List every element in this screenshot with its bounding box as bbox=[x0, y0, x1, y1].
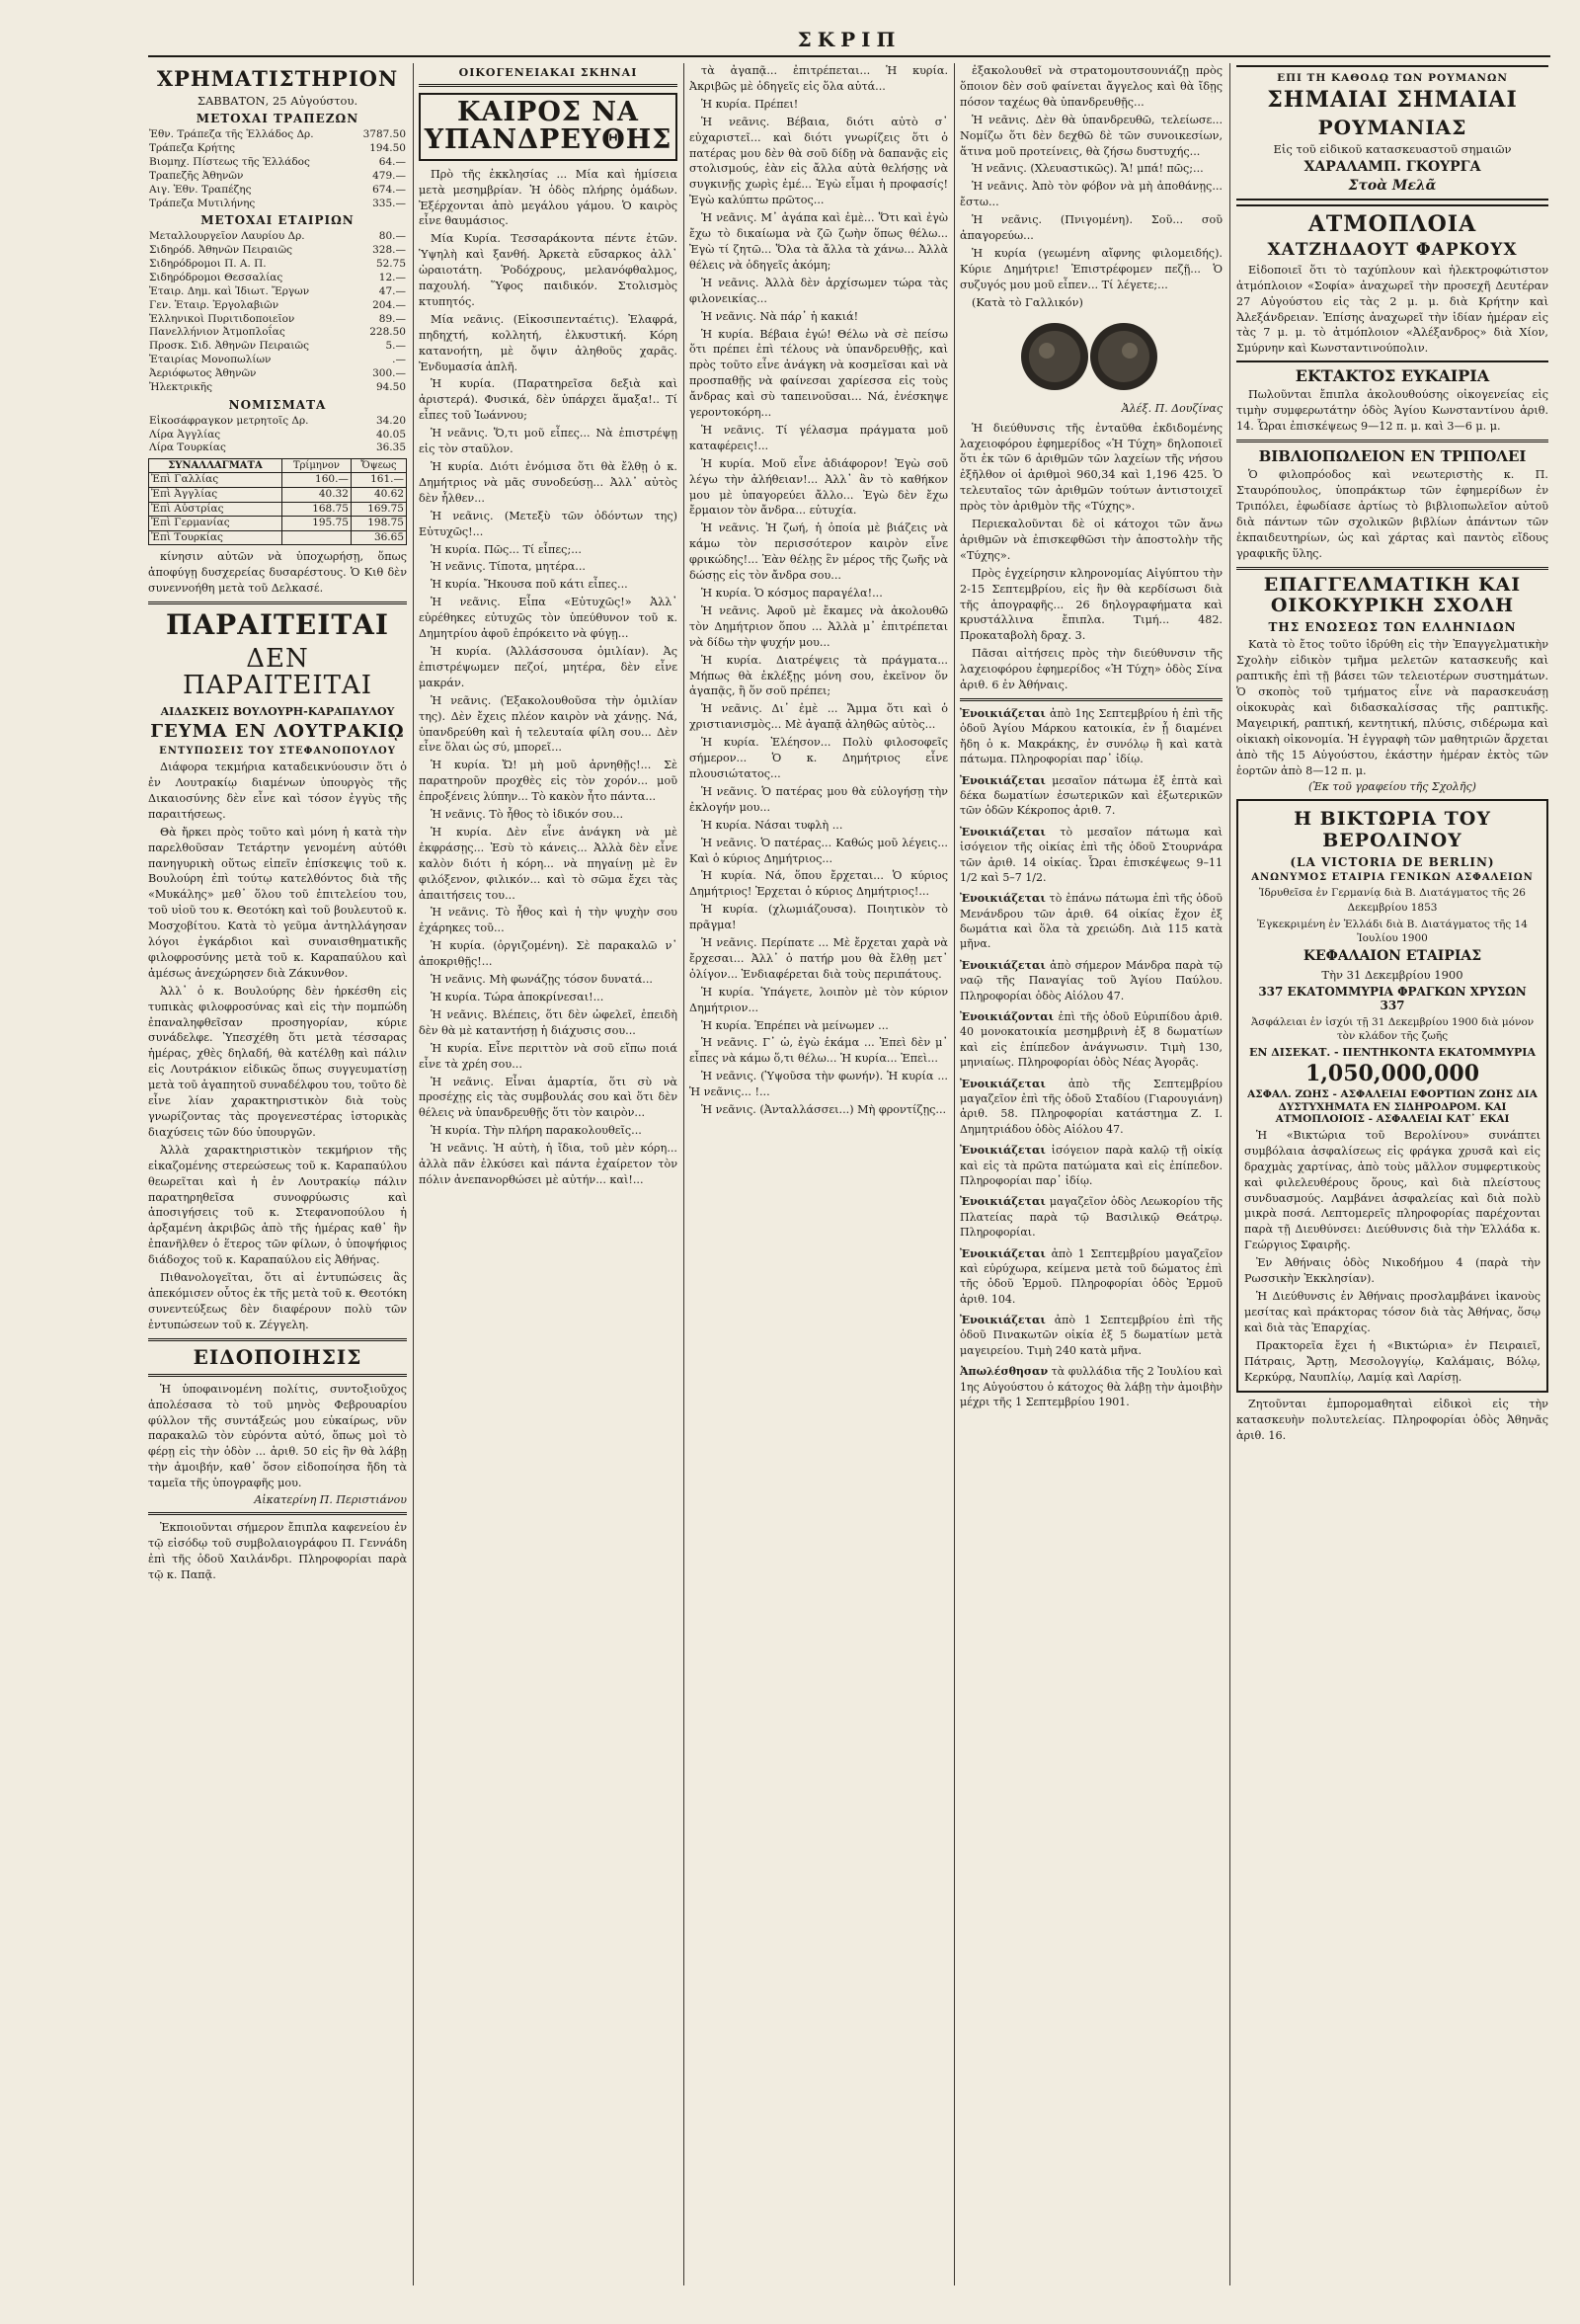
classified-ad bbox=[960, 1246, 1223, 1308]
school-subtitle: ΤΗΣ ΕΝΩΣΕΩΣ ΤΩΝ ΕΛΛΗΝΙΔΩΝ bbox=[1268, 620, 1517, 635]
paragraph: Ἡ νεᾶνις. Ὁ πατέρας μου θὰ εὐλογήσῃ τὴν ἐκλογήν μου... bbox=[689, 784, 948, 814]
quote-name: Σιδηρόδρομοι Θεσσαλίας bbox=[149, 271, 283, 283]
paragraph: Ἡ νεᾶνις. (Ἐξακολουθοῦσα τὴν ὁμιλίαν της). Δὲν ἔχεις πλέον καιρὸν νὰ χάνῃς. Νά, ὑπανδρεύθη καὶ ἡ τελευταία φίλη σου... Δὲν εἶνε ὅλαι ὡς σύ, μπορεῖ... bbox=[419, 693, 677, 755]
quote-value: 12.— bbox=[378, 271, 406, 283]
banks-table bbox=[148, 128, 407, 210]
quote-name: Πανελλήνιον Ἀτμοπλοΐας bbox=[149, 326, 285, 339]
paragraph: Περιεκαλοῦνται δὲ οἱ κάτοχοι τῶν ἄνω ἀριθμῶν νὰ ἐπισκεφθῶσι τὴν ἀποστολὴν τῆς «Τύχης». bbox=[960, 518, 1223, 562]
headline-paraiteitai: ΠΑΡΑΙΤΕΙΤΑΙ bbox=[166, 608, 389, 642]
quote-value: 328.— bbox=[372, 244, 406, 257]
divider bbox=[148, 601, 407, 604]
victoria-registered: Ἐγκεκριμένη ἐν Ἑλλάδι διὰ Β. Διατάγματος τῆς 14 Ἰουλίου 1900 bbox=[1257, 918, 1528, 945]
currency-heading: ΝΟΜΙΣΜΑΤΑ bbox=[228, 397, 327, 412]
paragraph: Ἡ κυρία. Διότι ἐνόμισα ὅτι θὰ ἔλθῃ ὁ κ. Δημήτριος νὰ μᾶς συνοδεύσῃ... Ἀλλ᾽ αὐτὸς δὲν ἦλθεν... bbox=[419, 460, 677, 505]
quote-name: Ἑταιρ. Δημ. καὶ Ἰδιωτ. Ἔργων bbox=[149, 284, 310, 297]
quote-name: Ἐθν. Τράπεζα τῆς Ἑλλάδος Δρ. bbox=[149, 128, 314, 141]
classified-ad bbox=[960, 825, 1223, 886]
capital-total: 1,050,000,000 bbox=[1304, 1061, 1480, 1087]
capital-heading: ΚΕΦΑΛΑΙΟΝ ΕΤΑΙΡΙΑΣ bbox=[1303, 947, 1482, 964]
paragraph: Ἡ κυρία. (Παρατηρεῖσα δεξιὰ καὶ ἀριστερά). Φυσικά, δὲν ὑπάρχει ἅμαξα!.. Τί εἶπες τοῦ Ἰωάννου; bbox=[419, 377, 677, 423]
quote-value: 47.— bbox=[378, 284, 406, 297]
exchange-cell: 36.65 bbox=[351, 530, 406, 545]
paragraph: Ἡ νεᾶνις. Ἀλλὰ δὲν ἀρχίσωμεν τώρα τὰς φιλονεικίας... bbox=[689, 276, 948, 305]
continued-text: κίνησιν αὐτῶν νὰ ὑποχωρήσῃ, ὅπως ἀποφύγῃ δυσχερείας δυσαρέστους. Ὁ Κιθ δὲν συνεννοήθη μετὰ τοῦ Δελκασέ. bbox=[148, 550, 407, 596]
quote-row bbox=[148, 354, 407, 367]
coin-caption: Ἀλέξ. Π. Δουζίνας bbox=[1121, 401, 1223, 415]
quote-name: Εἰκοσάφραγκον μετρητοῖς Δρ. bbox=[149, 414, 309, 427]
paragraph: Ἡ νεᾶνις. Ὁ πατέρας... Καθώς μοῦ λέγεις... Καὶ ὁ κύριος Δημήτριος... bbox=[689, 836, 948, 865]
quote-name: Τράπεζα Μυτιλήνης bbox=[149, 197, 256, 209]
quote-value: 194.50 bbox=[369, 142, 406, 155]
ad-text: μεσαῖον πάτωμα ἐξ ἑπτὰ καὶ δέκα δωματίων ἐσωτερικῶν καὶ ἐξωτερικῶν τῶν ὁδῶν Κέκροπος ἀριθ. 7. bbox=[960, 773, 1223, 818]
victoria-agencies: Πρακτορεῖα ἔχει ἡ «Βικτώρια» ἐν Πειραιεῖ, Πάτραις, Ἄρτῃ, Μεσολογγίῳ, Καλάμαις, Βόλῳ, Κερκύρᾳ, Ναυπλίῳ, Λαμίᾳ καὶ Λαρίσῃ. bbox=[1244, 1338, 1540, 1384]
flags-kicker: ΕΠΙ ΤΗ ΚΑΘΟΔῼ ΤΩΝ ΡΟΥΜΑΝΩΝ bbox=[1277, 72, 1508, 84]
quote-name: Σιδηρόδ. Ἀθηνῶν Πειραιῶς bbox=[149, 244, 293, 257]
flags-text: Εἰς τοῦ εἰδικοῦ κατασκευαστοῦ σημαιῶν bbox=[1273, 142, 1512, 157]
quote-value: 479.— bbox=[372, 169, 406, 182]
classified-ads bbox=[960, 706, 1223, 1409]
col-sight: Ὄψεως bbox=[351, 459, 406, 473]
paragraph: Ἡ διεύθυνσις τῆς ἐνταῦθα ἐκδιδομένης λαχειοφόρου ἐφημερίδος «Ἡ Τύχη» δηλοποιεῖ ὅτι ἐκ τῶν 6 ἀριθμῶν τῶν λαχείων τῆς νήσου ἐξῆλθον οἱ ἀριθμοὶ 960,34 καὶ 1,196 425. Ὁ τελευταῖος τῶν ἀριθμῶν τούτων ἀντιστοιχεῖ πρὸς τὸν ἀριθμὸν τῆς «Τύχης». bbox=[960, 421, 1223, 514]
quote-name: Λίρα Τουρκίας bbox=[149, 441, 226, 454]
paragraph: Ἡ κυρία. (χλωμιάζουσα). Ποιητικὸν τὸ πρᾶγμα! bbox=[689, 903, 948, 932]
paragraph: Ἡ νεᾶνις. Μὴ φωνάζῃς τόσον δυνατά... bbox=[431, 973, 653, 987]
steamship-ad bbox=[1236, 204, 1548, 362]
quote-row bbox=[148, 142, 407, 156]
divider bbox=[419, 84, 677, 87]
ad-lead: Ἐνοικιάζεται bbox=[960, 1314, 1046, 1327]
col-three-month: Τρίμηνον bbox=[281, 459, 351, 473]
ad-lead: Ἐνοικιάζεται bbox=[960, 707, 1046, 720]
paragraph: Ἡ νεᾶνις. Βέβαια, διότι αὐτὸ σ᾽ εὐχαριστεῖ... καὶ διότι γνωρίζεις ὅτι ὁ πατέρας μου δὲν θὰ σοῦ δίδῃ νὰ δαπανᾷς εἰς στολισμούς, ἐὰν εἰς ἄλλα αὐτὰ θελήσῃς νὰ συγκινῇς χωρὶς ἐμέ... Ἐγὼ εἶμαι ἡ προφασίς! Ἐγὼ καλύπτω πρῶτος... bbox=[689, 115, 948, 207]
flags-heading: ΣΗΜΑΙΑΙ ΣΗΜΑΙΑΙ bbox=[1267, 87, 1518, 113]
paragraph: Ἀλλ᾽ ὁ κ. Βουλούρης δὲν ἠρκέσθη εἰς τυπικὰς φιλοφροσύνας καὶ εἰς τὴν πομπώδη ἐπαναληφθεῖσαν προσηγορίαν, κύριε συνάδελφε. Ὑπεσχέθη ὅτι μετὰ τέσσαρας ἡμέρας, χθὲς δηλαδή, θὰ κατέλθῃ καὶ πάλιν εἰς Λουτράκιον εἰδικῶς ὅπως συγγευματίσῃ μετὰ τοῦ ἀγαπητοῦ συναδέλφου του, τοῦτο δὲ εἶνε λίαν χαρακτηριστικὸν διὰ τοὺς γνωρίζοντας τὰς προγενεστέρας ἱστορικὰς διαχύσεις τῶν δύο ὑπουργῶν. bbox=[148, 984, 407, 1139]
paragraph: Ἡ κυρία. Ὑπάγετε, λοιπὸν μὲ τὸν κύριον Δημήτριον... bbox=[689, 985, 948, 1014]
exchange-cell: 161.— bbox=[351, 473, 406, 488]
victoria-text: Ἡ «Βικτώρια τοῦ Βερολίνου» συνάπτει συμβόλαια ἀσφαλίσεως εἰς φράγκα χρυσᾶ καὶ εἰς δραχμὰς χαρτίνας, ἀπὸ τοὺς μᾶλλον συμφερτικοὺς καὶ φιλελευθέρους ὅρους, καὶ διὰ πλείστους συνδυασμούς. Λαμβάνει ἀσφαλείας καὶ διὰ πολὺ μικρὰ ποσά. Λεπτομερεῖς πληροφορίας παρέχονται παρὰ τῇ Διευθύνσει: Διεύθυνσις διὰ τὴν Ἑλλάδα κ. Γεώργιος Σφαιρῆς. bbox=[1244, 1128, 1540, 1252]
paragraph: Ἡ κυρία. Δὲν εἶνε ἀνάγκη νὰ μὲ ἐκφράσῃς... Ἐσὺ τὸ κάνεις... Ἀλλὰ δὲν εἶνε καλὸν διότι ἡ κόρη... νὰ πηγαίνῃ μὲ ἓν φιλόξενον, φιλικόν... καὶ τὸ σῶμα ἔχει τὰς ἀπαιτήσεις του... bbox=[419, 825, 677, 902]
bookshop-text: Ὁ φιλοπρόοδος καὶ νεωτεριστὴς κ. Π. Σταυρόπουλος, ὑποπράκτωρ τῶν ἐφημερίδων ἐν Τριπόλει, ἐφωδίασε ἀρτίως τὸ βιβλιοπωλεῖον αὐτοῦ διὰ πάντων τῶν σχολικῶν βιβλίων ἁπάντων τῶν ἐκπαιδευτηρίων, ὡς καὶ χάρτας καὶ παντὸς εἴδους γραφικῆς ὕλης. bbox=[1236, 468, 1548, 560]
paragraph: Ἡ κυρία. Ὤ! μὴ μοῦ ἀρνηθῇς!... Σὲ παρατηροῦν προχθὲς εἰς τὸν χορόν... μοῦ ἐπροξένεις λύπην... Τὸ κακὸν ἦτο πάντα... bbox=[419, 759, 677, 804]
opportunity-title: ΕΚΤΑΚΤΟΣ ΕΥΚΑΙΡΙΑ bbox=[1295, 366, 1490, 386]
quote-value: 52.75 bbox=[375, 258, 406, 271]
paragraph: Ἡ νεᾶνις. Εἶπα «Εὐτυχῶς!» Ἀλλ᾽ εὐρέθηκες εὐτυχῶς τὸν ὑπεύθυνον τοῦ κ. Δημητρίου ἀφοῦ ἐπρόκειτο νὰ φύγῃ... bbox=[419, 596, 677, 641]
quote-name: Βιομηχ. Πίστεως τῆς Ἑλλάδος bbox=[149, 155, 310, 168]
quote-value: 3787.50 bbox=[362, 128, 406, 141]
capital-note: Ἀσφάλειαι ἐν ἰσχύι τῇ 31 Δεκεμβρίου 1900 διὰ μόνον τὸν κλάδον τῆς ζωῆς bbox=[1250, 1015, 1535, 1043]
paragraph: Ἡ νεᾶνις. (Πνιγομένη). Σοῦ... σοῦ ἀπαγορεύω... bbox=[960, 213, 1223, 243]
quote-value: 5.— bbox=[385, 340, 406, 353]
paragraph: Ἡ κυρία. Νάσαι τυφλὴ ... bbox=[701, 818, 843, 832]
quote-name: Ἠλεκτρικῆς bbox=[149, 380, 212, 393]
classified-ad bbox=[960, 706, 1223, 767]
victoria-agents-wanted: Ἡ Διεύθυνσις ἐν Ἀθήναις προσλαμβάνει ἱκανοὺς μεσίτας καὶ πράκτορας τόσον διὰ τὰς Ἀθήνας, ὅσῳ καὶ διὰ τὰς Ἐπαρχίας. bbox=[1244, 1289, 1540, 1334]
ad-text: τὸ μεσαῖον πάτωμα καὶ ἰσόγειον τῆς οἰκίας ἐπὶ τῆς ὁδοῦ Στουρνάρα τῶν ἀριθ. 14 οἰκίας. Ὧραι ἐπισκέψεως 9–11 1/2 καὶ 5–7 1/2. bbox=[960, 825, 1223, 884]
quote-name: Αιγ. Ἐθν. Τραπέζης bbox=[149, 183, 252, 196]
steamship-text: Εἰδοποιεῖ ὅτι τὸ ταχύπλουν καὶ ἠλεκτροφώτιστον ἀτμόπλοιον «Σοφία» ἀναχωρεῖ τὴν προσεχῆ Δευτέραν 27 Αὐγούστου εἰς τὰς 2 μ. μ. διὰ Κρήτην καὶ Ἀλεξάνδρειαν. Ἐπίσης ἀναχωρεῖ τὴν ἰδίαν ἡμέραν εἰς τὰς 7 μ. μ. τὸ ἀτμόπλοιον «Ἀλέξανδρος» διὰ Χίον, Σμύρνην καὶ Κωνσταντινούπολιν. bbox=[1236, 263, 1548, 356]
paragraph: Ἡ νεᾶνις. Ὅ,τι μοῦ εἶπες... Νὰ ἐπιστρέψῃ εἰς τὸν σταῦλον. bbox=[419, 427, 677, 456]
opportunity-text: Πωλοῦνται ἔπιπλα ἀκολουθούσης οἰκογενείας εἰς τιμὴν συμφερωτάτην ὁδὸς Ἁγίου Κωνσταντίνου ἀριθ. 14. Ὧραι ἐπισκέψεως 9—12 π. μ. καὶ 3—6 μ. μ. bbox=[1236, 388, 1548, 434]
feature-kicker: ΟΙΚΟΓΕΝΕΙΑΚΑΙ ΣΚΗΝΑΙ bbox=[458, 66, 638, 79]
quote-row bbox=[148, 156, 407, 170]
insurance-branches: ΑΣΦΑΛ. ΖΩΗΣ - ΑΣΦΑΛΕΙΑΙ ΕΦΟΡΤΙΩΝ ΖΩΗΣ ΔΙΑ ΔΥΣΤΥΧΗΜΑΤΑ ΕΝ ΣΙΔΗΡΟΔΡΟΜ. ΚΑΙ ΑΤΜΟΠΛΟΙΟΙΣ - ΑΣΦΑΛΕΙΑΙ ΚΑΤ᾽ ΕΚΑΙ bbox=[1247, 1088, 1538, 1126]
divider bbox=[1236, 567, 1548, 570]
ad-lead: Ἐνοικιάζεται bbox=[960, 958, 1046, 972]
paragraph: Πρὸς ἐγχείρησιν κληρονομίας Αἰγύπτου τὴν 2-15 Σεπτεμβρίου, εἰς ἣν θὰ κερδίσωσι διὰ τῆς ἀπογραφῆς... 26 δηλογραφήματα καὶ κρυστάλλινα ἔπιπλα. Τιμή... 482. Προκαταβολὴ δραχ. 3. bbox=[960, 566, 1223, 643]
quote-value: .— bbox=[392, 354, 406, 366]
column-rule bbox=[1229, 63, 1230, 2285]
column-rule bbox=[413, 63, 414, 2285]
paragraph: Θὰ ἤρκει πρὸς τοῦτο καὶ μόνη ἡ κατὰ τὴν παρελθοῦσαν Τετάρτην γενομένη αὐτόθι πανηγυρικὴ οὕτως εἰπεῖν ἐπίσκεψις τοῦ κ. Βουλούρη ἐπὶ τούτῳ κατελθόντος διὰ τῆς «Μυκάλης» μεθ᾽ ὅλου τοῦ ἐπιτελείου του, τοῦ υἱοῦ του κ. Θεοτόκη καὶ τοῦ βουλευτοῦ κ. Μοσχοβίτου. Κατὰ τὸ γεῦμα ἀντηλλάγησαν λόγοι ἐγκάρδιοι καὶ συναισθηματικῆς φιλοφροσύνης μετὰ τοῦ κ. Καραπαύλου καὶ ἀμέσως ἀνεχώρησεν διὰ Ζάκυνθον. bbox=[148, 825, 407, 980]
column-2 bbox=[419, 63, 677, 2285]
exchange-cell: Ἐπὶ Αὐστρίας bbox=[149, 502, 282, 517]
paragraph: Ἡ νεᾶνις. Τὸ ἦθος καὶ ἡ τὴν ψυχὴν σου ἐχάρηκες τοῦ... bbox=[419, 906, 677, 935]
school-title: ΕΠΑΓΓΕΛΜΑΤΙΚΗ ΚΑΙ ΟΙΚΟΚΥΡΙΚΗ ΣΧΟΛΗ bbox=[1263, 573, 1522, 617]
paragraph: Ἡ κυρία. Ἐπρέπει νὰ μείνωμεν ... bbox=[701, 1018, 889, 1032]
exchange-cell: 195.75 bbox=[281, 517, 351, 531]
paragraph: Ἡ κυρία. Ὁ κόσμος παραγέλα!... bbox=[701, 587, 883, 600]
feature-continued bbox=[689, 63, 948, 1118]
column-rule bbox=[683, 63, 684, 2285]
ad-lead: Ἐνοικιάζεται bbox=[960, 825, 1046, 839]
ad-text: ἀπὸ 1 Σεπτεμβρίου ἐπὶ τῆς ὁδοῦ Πινακωτῶν οἰκία ἐξ 5 δωματίων μετὰ μαγειρείου. Τιμὴ 240 κατὰ μῆνα. bbox=[960, 1314, 1223, 1357]
paragraph: Ἡ κυρία. (Ἀλλάσσουσα ὁμιλίαν). Ἀς ἐπιστρέψωμεν πεζοί, μητέρα, δὲν εἶνε μακράν. bbox=[419, 644, 677, 689]
quote-row bbox=[148, 244, 407, 258]
victoria-title: Η ΒΙΚΤΩΡΙΑ ΤΟΥ ΒΕΡΟΛΙΝΟΥ bbox=[1294, 808, 1491, 852]
quote-name: Σιδηρόδρομοι Π. Α. Π. bbox=[149, 258, 267, 271]
quote-row bbox=[148, 258, 407, 272]
quote-row bbox=[148, 340, 407, 354]
paragraph: Ἡ νεᾶνις. Εἶναι ἁμαρτία, ὅτι σὺ νὰ προσέχῃς εἰς τὰς συμβουλάς σου καὶ ὅτι δὲν θέλεις νὰ ὑπανδρευθῇς ὅτι τὸν καιρὸν... bbox=[419, 1075, 677, 1120]
exchange-cell bbox=[281, 530, 351, 545]
classified-ad bbox=[960, 1364, 1223, 1409]
quote-row bbox=[148, 429, 407, 442]
ad-lead: Ἐνοικιάζεται bbox=[960, 1144, 1046, 1158]
ad-lead: Ἐνοικιάζεται bbox=[960, 1195, 1046, 1209]
exchange-cell: 198.75 bbox=[351, 517, 406, 531]
paragraph: Διάφορα τεκμήρια καταδεικνύουσιν ὅτι ὁ ἐν Λουτρακίῳ διαμένων ὑπουργὸς τῆς Δικαιοσύνης δὲν εἶνε καὶ τόσον ἐγγὺς τῆς παραιτήσεως. bbox=[148, 761, 407, 821]
paragraph: Ἡ νεᾶνις. Τίποτα, μητέρα... bbox=[431, 560, 586, 574]
paragraph: Ἡ κυρία. Νά, ὅπου ἔρχεται... Ὁ κύριος Δημήτριος! Ἐρχεται ὁ κύριος Δημήτριος!... bbox=[689, 869, 948, 899]
paragraph: Ἡ κυρία. (ὀργιζομένη). Σὲ παρακαλῶ ν᾽ ἀποκριθῇς!... bbox=[419, 939, 677, 969]
divider bbox=[960, 698, 1223, 701]
banks-heading: ΜΕΤΟΧΑΙ ΤΡΑΠΕΖΩΝ bbox=[196, 112, 359, 126]
coin-illustration bbox=[1007, 317, 1175, 396]
quote-value: 204.— bbox=[372, 298, 406, 311]
flags-romania: ΡΟΥΜΑΝΙΑΣ bbox=[1317, 116, 1467, 140]
victoria-address: Ἐν Ἀθήναις ὁδὸς Νικοδήμου 4 (παρὰ τὴν Ρωσσικὴν Ἐκκλησίαν). bbox=[1244, 1256, 1540, 1286]
masthead: ΣΚΡΙΠ bbox=[797, 28, 902, 51]
subhead-2: ΕΝΤΥΠΩΣΕΙΣ ΤΟΥ ΣΤΕΦΑΝΟΠΟΥΛΟΥ bbox=[159, 746, 396, 758]
lottery-notice bbox=[960, 421, 1223, 693]
flags-ad bbox=[1236, 65, 1548, 200]
exchange-date: ΣΑΒΒΑΤΟΝ, 25 Αὐγούστου. bbox=[197, 94, 358, 109]
quote-row bbox=[148, 415, 407, 429]
companies-heading: ΜΕΤΟΧΑΙ ΕΤΑΙΡΙΩΝ bbox=[200, 213, 355, 228]
paragraph: Ἡ νεᾶνις. (Χλευαστικῶς). Ἄ! μπά! πῶς;... bbox=[972, 162, 1204, 176]
paragraph: Ἡ νεᾶνις. Ἀφοῦ μὲ ἔκαμες νὰ ἀκολουθῶ τὸν Δημήτριον ὅπου ... Ἀλλὰ μ᾽ ἐπιτρέπεται νὰ δίδω τὴν ψυχήν μου... bbox=[689, 603, 948, 649]
quote-row bbox=[148, 326, 407, 340]
paragraph: Ἀλλὰ χαρακτηριστικὸν τεκμήριον τῆς εἰκαζομένης στερεώσεως τοῦ κ. Καραπαύλου θεωρεῖται καὶ ἡ ἐν Λουτρακίῳ πάλιν παρατηρηθεῖσα συνοφρύωσις καὶ ἀποσιγήσεις τοῦ κ. Στεφανοπούλου ἡ ἀρξαμένη ἀκριβῶς ἀπὸ τῆς ἡμέρας καθ᾽ ἣν ἐπανῆλθεν ὁ ἕτερος τῶν φίλων, ὁ ὑποψήφιος διάδοχος τοῦ κ. Καραπαύλου εἰς Ἀθήνας. bbox=[148, 1143, 407, 1267]
paragraph: Μία νεᾶνις. (Εἰκοσιπενταέτις). Ἐλαφρά, πηδηχτή, κολλητή, ἐλκυστική. Κόρη κατανοήτη, μὲ ὄψιν ἀληθοῦς χαρᾶς. Ἐνδυμασία ἁπλῆ. bbox=[419, 312, 677, 373]
victoria-subtitle: ΑΝΩΝΥΜΟΣ ΕΤΑΙΡΙΑ ΓΕΝΙΚΩΝ ΑΣΦΑΛΕΙΩΝ bbox=[1251, 872, 1534, 884]
capital-date: Τὴν 31 Δεκεμβρίου 1900 bbox=[1321, 967, 1463, 982]
quote-name: Τραπεζῆς Ἀθηνῶν bbox=[149, 169, 244, 182]
exchange-cell: 160.— bbox=[281, 473, 351, 488]
paragraph: Ἡ νεᾶνις. Ἡ ζωή, ἡ ὁποία μὲ βιάζεις νὰ κάμω τὸν περισσότερον καιρὸν εἶνε φρικώδης!... Ἐὰν θέλῃς ἓν μέρος τῆς ζωῆς νὰ δώσῃς εἰς τὸν ἄνδρα σου... bbox=[689, 521, 948, 583]
bottom-notice: Ἐκποιοῦνται σήμερον ἔπιπλα καφενείου ἐν τῷ εἰσόδῳ τοῦ συμβολαιογράφου Π. Γεννάδη ἐπὶ τῆς ὁδοῦ Χαιλάνδρι. Πληροφορίαι παρὰ τῷ κ. Παπᾷ. bbox=[148, 1521, 407, 1581]
steamship-company: ΧΑΤΖΗΔΑΟΥΤ ΦΑΡΚΟΥΧ bbox=[1267, 240, 1518, 261]
quote-row bbox=[148, 198, 407, 211]
quote-value: 34.20 bbox=[375, 414, 406, 427]
paragraph: Ἡ νεᾶνις. Βλέπεις, ὅτι δὲν ὠφελεῖ, ἐπειδὴ δὲν θὰ μὲ καταντήσῃ ἡ διάχυσις σου... bbox=[419, 1007, 677, 1037]
quote-row bbox=[148, 272, 407, 285]
ad-text: ἀπὸ σήμερον Μάνδρα παρὰ τῷ ναῷ τῆς Παναγίας τοῦ Ἁγίου Παύλου. Πληροφορίαι ὁδὸς Αἰόλου 47. bbox=[960, 958, 1223, 1002]
paragraph: Ἡ κυρία. Τὴν πλήρη παρακολουθεῖς... bbox=[431, 1124, 642, 1138]
paragraph: ἐξακολουθεῖ νὰ στρατομουτσουνιάζῃ πρὸς ὅποιον δὲν σοῦ φαίνεται ἄγγελος καὶ θὰ ἴδῃς πόσον ταχέως θὰ ὑπανδρευθῇς... bbox=[960, 64, 1223, 109]
exchange-row bbox=[149, 502, 407, 517]
quote-row bbox=[148, 230, 407, 244]
classified-ad bbox=[960, 1313, 1223, 1358]
ad-text: ἰσόγειον παρὰ καλῷ τῇ οἰκίᾳ καὶ εἰς τὰ πρῶτα πατώματα καὶ εἰς ἐπίπεδον. Πληροφορίαι παρ᾽ ἰδίῳ. bbox=[960, 1144, 1223, 1187]
feature-title: ΚΑΙΡΟΣ ΝΑ ΥΠΑΝΔΡΕΥΘΗΣ bbox=[419, 93, 677, 161]
paragraph: Ἡ νεᾶνις. Νὰ πάρ᾽ ἡ κακιά! bbox=[701, 309, 859, 323]
exchange-title: ΧΡΗΜΑΤΙΣΤΗΡΙΟΝ bbox=[156, 66, 399, 91]
quote-row bbox=[148, 381, 407, 395]
ad-text: μαγαζεῖον ὁδὸς Λεωκορίου τῆς Πλατείας παρὰ τῷ Βασιλικῷ Θεάτρῳ. Πληροφορίαι. bbox=[960, 1195, 1223, 1240]
quote-name: Τράπεζα Κρήτης bbox=[149, 142, 236, 155]
quote-name: Ἀεριόφωτος Ἀθηνῶν bbox=[149, 366, 257, 379]
school-signature: (Ἐκ τοῦ γραφείου τῆς Σχολῆς) bbox=[1308, 780, 1476, 794]
ad-lead: Ἐνοικιάζεται bbox=[960, 1246, 1046, 1260]
paragraph: Ἡ κυρία. Εἶνε περιττὸν νὰ σοῦ εἴπω ποιά εἶνε τὰ χρέη σου... bbox=[419, 1041, 677, 1071]
paragraph: Ἡ κυρία (γεωμένη αἴφνης φιλομειδής). Κύριε Δημήτριε! Ἐπιστρέφομεν πεζῇ... Ὁ συζυγός μου μοῦ εἶπεν... Τί λέγετε;... bbox=[960, 246, 1223, 291]
divider bbox=[148, 1374, 407, 1377]
paragraph: Πιθανολογεῖται, ὅτι αἱ ἐντυπώσεις ἃς ἀπεκόμισεν οὗτος ἐκ τῆς μετὰ τοῦ κ. Θεοτόκη συνεντεύξεως δὲν διαφέρουν πολὺ τῶν ἐντυπώσεων τοῦ κ. Ζέγγελη. bbox=[148, 1271, 407, 1331]
classified-ad bbox=[960, 958, 1223, 1003]
article-body bbox=[148, 760, 407, 1333]
paragraph: Πρὸ τῆς ἐκκλησίας ... Μία καὶ ἡμίσεια μετὰ μεσημβρίαν. Ἡ ὁδὸς πλήρης ὁμάδων. Ἐξέρχονται ἀπὸ μεγάλου γάμου. Ὁ καιρὸς εἶνε θαυμάσιος. bbox=[419, 167, 677, 228]
quote-name: Προσκ. Σιδ. Ἀθηνῶν Πειραιῶς bbox=[149, 340, 309, 353]
exchange-cell: 168.75 bbox=[281, 502, 351, 517]
exchange-rates-heading: ΣΥΝΑΛΛΑΓΜΑΤΑ bbox=[149, 459, 282, 473]
subhead-geyma: ΓΕΥΜΑ ΕΝ ΛΟΥΤΡΑΚΙῼ bbox=[150, 721, 405, 743]
paragraph: Ἡ κυρία. Τώρα ἀποκρίνεσαι!... bbox=[431, 991, 604, 1003]
capital-total-label: ΕΝ ΔΙΣΕΚΑΤ. - ΠΕΝΤΗΚΟΝΤΑ ΕΚΑΤΟΜΜΥΡΙΑ bbox=[1248, 1045, 1536, 1059]
paragraph: Ἡ νεᾶνις. Ἡ αὐτὴ, ἡ ἴδια, τοῦ μὲν κόρη... ἀλλὰ πᾶν ἐλκύσει καὶ πάντα ἐχαίρετον τὸν πόλιν ἀνεπανορθώσει μὲ αὐτήν... καὶ!... bbox=[419, 1142, 677, 1186]
column-4 bbox=[960, 63, 1223, 2285]
paragraph: (Κατὰ τὸ Γαλλικόν) bbox=[972, 295, 1083, 309]
exchange-cell: Ἐπὶ Τουρκίας bbox=[149, 530, 282, 545]
exchange-row bbox=[149, 487, 407, 502]
feature-body bbox=[419, 167, 677, 1188]
quote-row bbox=[148, 170, 407, 184]
notice-text: Ἡ ὑποφαινομένη πολίτις, συντοξιοῦχος ἀπολέσασα τὸ τοῦ μηνὸς Φεβρουαρίου φύλλον τῆς συντάξεώς μου εὐκαίρως, νῦν παρακαλῶ τὸν εὑρόντα αὐτό, ὅπως μοὶ τὸ φέρῃ εἰς τὴν ὁδὸν ... ἀριθ. 50 εἰς ἣν θὰ λάβῃ τὴν ἀμοιβήν, καθ᾽ ὅσον εἰδοποίησα ἤδη τὰ ταμεῖα τῆς ὑπογραφῆς μου. bbox=[148, 1382, 407, 1490]
paragraph: Ἡ κυρία. Ἐλέησον... Πολὺ φιλοσοφεῖς σήμερον... Ὁ κ. Δημήτριος εἶνε πλουσιώτατος... bbox=[689, 736, 948, 780]
paragraph: Ἡ νεᾶνις. (Μετεξὺ τῶν ὀδόντων της) Εὐτυχῶς!... bbox=[419, 509, 677, 538]
quote-value: 94.50 bbox=[375, 380, 406, 393]
paragraph: Ἡ νεᾶνις. Μ᾽ ἀγάπα καὶ ἐμὲ... Ὅτι καὶ ἐγὼ ἔχω τὸ δικαίωμα νὰ ζῶ ζωὴν ὅπως θέλω... Ἐγὼ τί ζητῶ... Ὅλα τὰ ἄλλα τὰ χάνω... Ἀλλὰ θέλεις νὰ ὁδηγεῖς ἀκόμη; bbox=[689, 211, 948, 272]
school-text: Κατὰ τὸ ἔτος τοῦτο ἱδρύθη εἰς τὴν Ἐπαγγελματικὴν Σχολὴν εἰδικὸν τμῆμα μελετῶν κατασκευῆς καὶ ραπτικῆς ἐπὶ τῇ βάσει τῶν τελειοτέρων συστημάτων. Ὁ σκοπὸς τοῦ τμήματος εἶνε νὰ παρασκευάσῃ οἰκοκυρὰς καὶ διδασκαλίσσας τῆς ραπτικῆς. Μαγειρική, ραπτική, κεντητική, πλύσις, σιδέρωμα καὶ οἰκιακὴ οἰκονομία. Ἡ ἐγγραφὴ τῶν μαθητριῶν ἄρχεται ἀπὸ τῆς 15 Αὐγούστου, ἑκάστην ἡμέραν ἐκτὸς τῶν ἑορτῶν ἀπὸ 8—12 π. μ. bbox=[1236, 638, 1548, 777]
quote-row bbox=[148, 299, 407, 313]
paragraph: Ἡ νεᾶνις. Τὸ ἦθος τὸ ἰδικόν σου... bbox=[431, 808, 624, 822]
ad-text: ἀπὸ 1ης Σεπτεμβρίου ἡ ἐπὶ τῆς ὁδοῦ Ἀγίου Μάρκου κατοικία, ἐν ᾗ διαμένει ἤδη ὁ κ. Μακράκης, ἐν συνόλῳ ἢ καὶ κατὰ πάτωμα. Πληροφορίαι παρ᾽ ἰδίῳ. bbox=[960, 707, 1223, 766]
quote-name: Γεν. Ἑταιρ. Ἐργολαβιῶν bbox=[149, 298, 279, 311]
quote-value: 36.35 bbox=[375, 441, 406, 454]
quote-row bbox=[148, 313, 407, 327]
quote-value: 335.— bbox=[372, 197, 406, 209]
headline-den-paraiteitai: ΔΕΝ ΠΑΡΑΙΤΕΙΤΑΙ bbox=[183, 643, 372, 700]
exchange-rates-table bbox=[148, 458, 407, 545]
classified-ad bbox=[960, 1009, 1223, 1071]
paragraph: Ἡ κυρία. Βέβαια ἐγώ! Θέλω νὰ σὲ πείσω ὅτι πρέπει ἐπὶ τέλους νὰ ὑπανδρευθῇς, καὶ πρὸς τοῦτο εἶνε ἀνάγκη νὰ κοσμεῖσαι καὶ νὰ προσπαθῇς νὰ φαίνεσαι χαρίεσσα εἰς τοὺς ἄνδρας καὶ σὺ ταπεινοῦσαι... Νά, ἐνέσκηψε γεροντοκόρη... bbox=[689, 327, 948, 420]
quote-value: 80.— bbox=[378, 230, 406, 243]
ad-lead: Ἀπωλέσθησαν bbox=[960, 1365, 1049, 1379]
exchange-row bbox=[149, 530, 407, 545]
paragraph: Ἡ νεᾶνις. Γ᾽ ὠ, ἐγὼ ἐκάμα ... Ἐπεὶ δὲν μ᾽ εἶπες νὰ κάμω ὅ,τι θέλω... Ἡ κυρία... Ἐπεὶ... bbox=[689, 1036, 948, 1066]
paragraph: Ἡ νεᾶνις. Δι᾽ ἐμὲ ... Ἄμμα ὅτι καὶ ὁ χριστιανισμὸς... Μὲ ἀγαπᾷ ἀληθῶς αὐτὸς... bbox=[689, 702, 948, 732]
paragraph: Μία Κυρία. Τεσσαράκοντα πέντε ἐτῶν. Ὑψηλὴ καὶ ξανθή. Ἀρκετὰ εὔσαρκος ἀλλ᾽ ὡραιοτάτη. Ῥοδόχρους, μελανόφθαλμος, παχουλή. Ὕφος παιδικόν. Στολισμὸς κτυπητός. bbox=[419, 232, 677, 308]
feature-end bbox=[960, 63, 1223, 311]
paragraph: Ἡ νεᾶνις. (Ἀνταλλάσσει...) Μὴ φροντίζῃς... bbox=[701, 1103, 947, 1117]
exchange-row bbox=[149, 517, 407, 531]
divider bbox=[1236, 440, 1548, 442]
paragraph: Ἡ νεᾶνις. Δὲν θὰ ὑπανδρευθῶ, τελείωσε... Νομίζω ὅτι δὲν δεχθῶ δὲ τῶν συνοικεσίων, ἅτινα μοῦ προτείνεις, θὰ ζήσω δυστυχής... bbox=[960, 113, 1223, 158]
top-rule bbox=[148, 55, 1550, 57]
exchange-cell: 40.62 bbox=[351, 487, 406, 502]
quote-name: Ἑταιρίας Μονοπωλίων bbox=[149, 354, 272, 366]
paragraph: Ἡ κυρία. Ἤκουσα ποῦ κάτι εἶπες... bbox=[431, 578, 628, 592]
paragraph: Ἡ κυρία. Πῶς... Τί εἶπες;... bbox=[431, 542, 582, 556]
column-rule bbox=[954, 63, 955, 2285]
quote-row bbox=[148, 184, 407, 198]
column-1 bbox=[148, 63, 407, 2285]
flags-address: Στοὰ Μελᾶ bbox=[1348, 178, 1437, 195]
quote-name: Ἑλληνικοὶ Πυριτιδοποιεῖον bbox=[149, 312, 295, 325]
quote-row bbox=[148, 441, 407, 455]
divider bbox=[148, 1338, 407, 1341]
paragraph: Ἡ κυρία. Μοῦ εἶνε ἀδιάφορον! Ἐγὼ σοῦ λέγω τὴν ἀλήθειαν!... Ἀλλ᾽ ἂν τὸ καθήκον μου μὲ ὑπαγορεύει ἄλλο... Ἐγὼ δὲν ἔχω ἔρμαιον τὸν ἄνδρα... εὐτυχία. bbox=[689, 456, 948, 518]
exchange-cell: 169.75 bbox=[351, 502, 406, 517]
ad-lead: Ἐνοικιάζεται bbox=[960, 1077, 1046, 1090]
ad-text: τὰ φυλλάδια τῆς 2 Ἰουλίου καὶ 1ης Αὐγούστου ὁ κάτοχος θὰ λάβῃ τὴν ἀμοιβὴν μέχρι τῆς 1 Σεπτεμβρίου 1901. bbox=[960, 1365, 1223, 1409]
paragraph: Ἡ νεᾶνις. Περίπατε ... Μὲ ἔρχεται χαρὰ νὰ ἔρχεσαι... Ἀλλ᾽ ὁ πατήρ μου θὰ ἔλθῃ μετ᾽ ὀλίγον... Ἐνδιαφέρεται διὰ τοὺς περιπάτους. bbox=[689, 936, 948, 981]
quote-value: 674.— bbox=[372, 183, 406, 196]
quote-value: 300.— bbox=[372, 366, 406, 379]
companies-table bbox=[148, 230, 407, 394]
paragraph: Ἡ κυρία. Διατρέψεις τὰ πράγματα... Μήπως θὰ ἐκλέξῃς μόνη σου, ἐκεῖνον ὅν ἀγαπᾷς, ἢ ὅν σοῦ πρέπει; bbox=[689, 653, 948, 698]
paragraph: Ἡ κυρία. Πρέπει! bbox=[701, 97, 799, 111]
ad-text: ἀπὸ 1 Σεπτεμβρίου μαγαζεῖον καὶ εὐρύχωρα, κείμενα μετὰ τοῦ δώματος ἐπὶ τῆς ὁδοῦ Ἑρμοῦ. Πληροφορίαι ὁδὸς Ἑρμοῦ ἀριθ. 104. bbox=[960, 1246, 1223, 1306]
classified-ad bbox=[960, 1143, 1223, 1188]
column-3 bbox=[689, 63, 948, 2285]
capital-amount: 337 ΕΚΑΤΟΜΜΥΡΙΑ ΦΡΑΓΚΩΝ ΧΡΥΣΩΝ 337 bbox=[1258, 984, 1527, 1013]
classified-ad bbox=[960, 773, 1223, 819]
paragraph: τὰ ἀγαπᾷ... ἐπιτρέπεται... Ἡ κυρία. Ἀκριβῶς μὲ ὁδηγεῖς εἰς ὅλα αὐτά... bbox=[689, 64, 948, 93]
ad-lead: Ἐνοικιάζονται bbox=[960, 1010, 1055, 1024]
paragraph: Ἡ νεᾶνις. Τί γέλασμα πράγματα μοῦ καταφέρεις!... bbox=[689, 423, 948, 452]
victoria-latin: (LA VICTORIA DE BERLIN) bbox=[1290, 855, 1495, 870]
exchange-cell: Ἐπὶ Ἀγγλίας bbox=[149, 487, 282, 502]
paragraph: Πᾶσαι αἰτήσεις πρὸς τὴν διεύθυνσιν τῆς λαχειοφόρου ἐφημερίδος «Ἡ Τύχη» ὁδὸς Σίνα ἀριθ. 6 ἐν Ἀθήναις. bbox=[960, 647, 1223, 692]
quote-row bbox=[148, 367, 407, 381]
classified-ad bbox=[960, 1194, 1223, 1240]
exchange-cell: Ἐπὶ Γαλλίας bbox=[149, 473, 282, 488]
column-5 bbox=[1236, 63, 1548, 2285]
classified-ad bbox=[960, 1077, 1223, 1138]
quote-value: 89.— bbox=[378, 312, 406, 325]
quote-value: 228.50 bbox=[369, 326, 406, 339]
paragraph: Ἡ νεᾶνις. Ἀπὸ τὸν φόβον νὰ μὴ ἀποθάνῃς... ἔστω... bbox=[960, 180, 1223, 209]
quote-row bbox=[148, 128, 407, 142]
flags-maker: ΧΑΡΑΛΑΜΠ. ΓΚΟΥΡΓΑ bbox=[1304, 159, 1481, 176]
steamship-title: ΑΤΜΟΠΛΟΙΑ bbox=[1307, 210, 1477, 237]
notice-title: ΕΙΔΟΠΟΙΗΣΙΣ bbox=[193, 1344, 362, 1369]
quote-row bbox=[148, 285, 407, 299]
wanted-notice: Ζητοῦνται ἐμπορομαθηταὶ εἰδικοὶ εἰς τὴν κατασκευὴν πολυτελείας. Πληροφορίαι ὁδὸς Ἀθηνᾶς ἀριθ. 16. bbox=[1236, 1398, 1548, 1443]
exchange-cell: 40.32 bbox=[281, 487, 351, 502]
bookshop-title: ΒΙΒΛΙΟΠΩΛΕΙΟΝ ΕΝ ΤΡΙΠΟΛΕΙ bbox=[1258, 447, 1527, 466]
paragraph: Ἡ νεᾶνις. (Ὑψοῦσα τὴν φωνήν). Ἡ κυρία ... Ἡ νεᾶνις... !... bbox=[689, 1070, 948, 1099]
quote-name: Μεταλλουργεῖον Λαυρίου Δρ. bbox=[149, 230, 305, 243]
victoria-ad bbox=[1236, 799, 1548, 1393]
quote-value: 40.05 bbox=[375, 428, 406, 441]
exchange-cell: Ἐπὶ Γερμανίας bbox=[149, 517, 282, 531]
subhead-1: ΑΙΔΑΣΚΕΙΣ ΒΟΥΛΟΥΡΗ-ΚΑΡΑΠΑΥΛΟΥ bbox=[160, 705, 395, 719]
notice-signature: Αἰκατερίνη Π. Περιστιάνου bbox=[254, 1493, 407, 1507]
quote-value: 64.— bbox=[378, 155, 406, 168]
ad-lead: Ἐνοικιάζεται bbox=[960, 773, 1046, 787]
classified-ad bbox=[960, 891, 1223, 952]
victoria-founded: Ἱδρυθεῖσα ἐν Γερμανίᾳ διὰ Β. Διατάγματος τῆς 26 Δεκεμβρίου 1853 bbox=[1259, 887, 1526, 914]
ad-text: ἐπὶ τῆς ὁδοῦ Εὐριπίδου ἀριθ. 40 μονοκατοικία μεσημβρινὴ ἐξ 8 δωματίων καὶ εἰς ἐπίπεδον ἀνάγνωσιν. Τιμὴ 130, μηνιαίως. Πληροφορίαι ὁδὸς Νέας Ἀγορᾶς. bbox=[960, 1010, 1223, 1070]
divider bbox=[148, 1512, 407, 1515]
ad-text: ἀπὸ τῆς Σεπτεμβρίου μαγαζεῖον ἐπὶ τῆς ὁδοῦ Σταδίου (Γιαρουγιάνη) ἀριθ. 58. Πληροφορίαι κατάστημα Ζ. Ι. Δημητριάδου ὁδὸς Αἰόλου 47. bbox=[960, 1077, 1223, 1136]
quote-name: Λίρα Ἀγγλίας bbox=[149, 428, 221, 441]
ad-lead: Ἐνοικιάζεται bbox=[960, 892, 1046, 906]
currency-table bbox=[148, 415, 407, 456]
ad-text: τὸ ἐπάνω πάτωμα ἐπὶ τῆς ὁδοῦ Μενάνδρου τῶν ἀριθ. 64 οἰκίας ἔχον ἐξ δωμάτια καὶ ὅλα τὰ χρειώδη. Διὰ 115 κατὰ μῆνα. bbox=[960, 892, 1223, 951]
exchange-row bbox=[149, 473, 407, 488]
